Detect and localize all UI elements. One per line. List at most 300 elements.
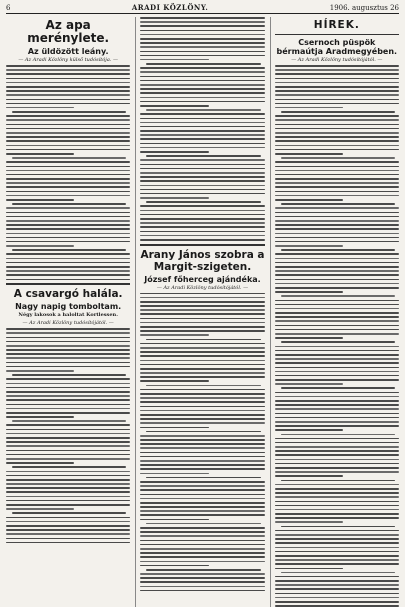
text-line [275,103,399,105]
text-line [6,262,130,264]
text-line [6,99,130,101]
text-line [275,124,399,126]
text-line [140,59,208,61]
divider [6,283,130,285]
text-line [6,378,130,380]
text-line [140,97,264,99]
text-line [140,138,264,140]
text-line [275,492,399,494]
text-line [6,525,130,527]
text-line [281,387,395,389]
column-3 [270,17,399,607]
text-line [140,372,264,374]
text-line [140,401,264,403]
text-line [6,195,130,197]
text-line [275,78,399,80]
section-title-hirek: HÍREK. [313,19,360,31]
text-line [140,313,264,315]
text-line [140,180,264,182]
text-line [275,119,399,121]
text-line [6,483,130,485]
text-line [12,374,126,376]
text-line [140,168,264,170]
text-line [140,185,264,187]
text-line [12,111,126,113]
text-line [275,300,399,302]
page-number: 6 [6,4,11,12]
text-line [140,485,264,487]
text-line [140,565,208,567]
text-line [6,441,130,443]
text-line [6,433,130,435]
text-line [275,521,343,523]
text-line [275,212,399,214]
text-line [140,393,264,395]
text-line [6,349,130,351]
article-body-csernoch [275,65,399,607]
text-line [140,301,264,303]
text-line [140,427,208,429]
text-line [6,245,74,247]
byline-article-3: — Az Aradi Közlöny tudósítójától. — [156,284,249,291]
masthead: ARADI KÖZLÖNY. [131,3,209,12]
text-line [6,90,130,92]
text-line [6,119,130,121]
text-line [275,270,399,272]
text-line [140,159,264,161]
text-line [6,491,130,493]
text-line [140,147,264,149]
text-line [275,65,399,67]
text-line [140,25,264,27]
text-line [275,149,399,151]
text-line [140,544,264,546]
text-line [275,593,399,595]
text-line [12,466,126,468]
text-line [275,237,399,239]
text-line [281,249,395,251]
text-line [6,266,130,268]
text-line [140,122,264,124]
text-line [140,527,264,529]
text-line [275,530,399,532]
text-line [146,569,260,571]
text-line [275,463,399,465]
text-line [275,559,399,561]
text-line [6,170,130,172]
text-line [146,201,260,203]
text-line [281,341,395,343]
text-line [275,128,399,130]
text-line [140,590,264,592]
text-line [140,30,264,32]
text-line [275,417,399,419]
text-line [146,109,260,111]
text-line [275,383,343,385]
text-line [6,387,130,389]
text-line [140,189,264,191]
text-line [281,480,395,482]
text-line [275,588,399,590]
text-line [140,235,264,237]
text-line [6,353,130,355]
text-line [140,586,264,588]
text-line [281,111,395,113]
text-line [275,601,399,603]
text-line [275,513,399,515]
text-line [6,136,130,138]
text-line [275,186,399,188]
text-line [140,561,264,563]
text-line [275,69,399,71]
text-line [140,506,264,508]
text-line [6,462,74,464]
text-line [6,328,130,330]
headline-arany-janos-szobra: Arany János szobra a Margit-szigeten. [140,248,265,273]
text-line [140,113,264,115]
text-line [6,82,130,84]
text-line [275,90,399,92]
text-line [140,422,264,424]
text-line [275,555,399,557]
text-line [140,376,264,378]
text-line [140,334,208,336]
column-1 [6,17,130,607]
text-line [140,540,264,542]
text-line [140,130,264,132]
text-line [140,205,264,207]
text-line [140,84,264,86]
text-line [275,207,399,209]
text-line [275,140,399,142]
text-line [140,293,264,295]
text-line [275,333,399,335]
text-line [6,241,130,243]
text-line [6,253,130,255]
text-line [275,547,399,549]
text-line [6,128,130,130]
text-line [281,295,395,297]
text-line [140,360,264,362]
text-line [275,166,399,168]
text-line [140,172,264,174]
text-line [6,73,130,75]
text-line [140,514,264,516]
text-line [275,517,399,519]
text-line [6,207,130,209]
text-line [6,212,130,214]
text-line [140,573,264,575]
text-line [6,475,130,477]
text-line [140,414,264,416]
text-line [275,551,399,553]
text-line [6,337,130,339]
text-line [140,447,264,449]
text-line [12,203,126,205]
text-line [6,153,74,155]
text-line [6,542,130,544]
text-line [140,389,264,391]
article-body-apa-merenylete [6,65,130,280]
text-line [275,325,399,327]
text-line [6,115,130,117]
text-line [140,210,264,212]
text-line [275,450,399,452]
text-line [275,358,399,360]
text-line [12,512,126,514]
text-line [140,214,264,216]
text-line [6,166,130,168]
text-line [140,406,264,408]
text-line [6,366,130,368]
text-line [6,412,130,414]
columns [6,17,399,607]
text-line [140,473,208,475]
text-line [6,416,74,418]
text-line [275,538,399,540]
subheadline-jozsef-foherceg: József főherceg ajándéka. [144,274,261,284]
text-line [140,556,264,558]
text-line [6,224,130,226]
text-line [6,399,130,401]
text-line [275,245,343,247]
text-line [6,408,130,410]
text-line [12,157,126,159]
text-line [6,228,130,230]
text-line [275,584,399,586]
text-line [12,420,126,422]
text-line [140,21,264,23]
text-line [140,193,264,195]
text-line [140,226,264,228]
text-line [275,597,399,599]
text-line [6,437,130,439]
text-line [140,502,264,504]
text-line [275,241,399,243]
text-line [6,500,130,502]
text-line [6,149,130,151]
byline-article-1: — Az Aradi Közlöny külső tudósítója. — [18,57,118,63]
headline-apa-merenylete: Az apa merénylete. [27,18,110,45]
text-line [6,233,130,235]
text-line [6,487,130,489]
text-line [140,460,264,462]
column-2 [135,17,264,607]
text-line [6,161,130,163]
text-line [140,548,264,550]
text-line [140,309,264,311]
text-line [146,63,260,65]
text-line [6,145,130,147]
text-line [6,508,74,510]
text-line [275,362,399,364]
text-line [140,464,264,466]
text-line [6,445,130,447]
text-line [275,73,399,75]
text-line [6,103,130,105]
text-line [6,454,130,456]
text-line [140,510,264,512]
text-line [6,362,130,364]
text-line [6,517,130,519]
text-line [140,347,264,349]
text-line [140,222,264,224]
text-line [6,383,130,385]
text-line [140,452,264,454]
text-line [275,182,399,184]
text-line [140,368,264,370]
text-line [275,475,343,477]
page-header [6,4,399,14]
text-line [6,69,130,71]
text-line [140,164,264,166]
text-line [275,459,399,461]
text-line [140,330,264,332]
text-line [140,577,264,579]
text-line [275,509,399,511]
text-line [275,580,399,582]
text-line [275,329,399,331]
text-line [6,199,74,201]
text-line [275,216,399,218]
text-line [140,322,264,324]
text-line [6,404,130,406]
text-line [140,489,264,491]
text-line [275,199,343,201]
text-line [140,380,208,382]
text-line [6,86,130,88]
text-line [140,355,264,357]
text-line [140,581,264,583]
text-line [140,55,264,57]
text-line [140,76,264,78]
text-line [140,443,264,445]
text-line [275,291,343,293]
text-line [275,224,399,226]
text-line [6,504,130,506]
text-line [6,424,130,426]
text-line [275,132,399,134]
text-line [6,191,130,193]
text-line [6,216,130,218]
text-line [275,392,399,394]
article-body-continued [140,17,264,241]
text-line [140,231,264,233]
text-line [275,413,399,415]
text-line [140,297,264,299]
text-line [275,145,399,147]
text-line [140,143,264,145]
text-line [6,186,130,188]
text-line [6,341,130,343]
text-line [275,496,399,498]
text-line [275,279,399,281]
text-line [275,346,399,348]
text-line [140,67,264,69]
deck-csavargo: Négy lakosok a haloltat Kortlessen. [18,312,118,319]
subheadline-uldozott-leany: Az üldözött leány. [27,47,109,56]
text-line [146,155,260,157]
text-line [140,71,264,73]
divider [140,244,264,246]
text-line [6,220,130,222]
text-line [140,481,264,483]
text-line [275,253,399,255]
text-line [281,157,395,159]
divider [275,34,399,35]
text-line [146,523,260,525]
text-line [140,38,264,40]
text-line [275,274,399,276]
text-line [140,410,264,412]
text-line [275,320,399,322]
text-line [140,456,264,458]
text-line [275,82,399,84]
text-line [6,357,130,359]
text-line [275,115,399,117]
text-line [275,367,399,369]
text-line [6,538,130,540]
text-line [275,484,399,486]
text-line [275,505,399,507]
text-line [140,531,264,533]
text-line [275,425,399,427]
text-line [140,351,264,353]
text-line [275,379,399,381]
text-line [275,400,399,402]
text-line [6,429,130,431]
text-line [275,178,399,180]
text-line [140,80,264,82]
text-line [275,99,399,101]
text-line [275,220,399,222]
text-line [6,178,130,180]
text-line [140,552,264,554]
text-line [6,450,130,452]
text-line [140,46,264,48]
text-line [275,94,399,96]
text-line [275,501,399,503]
text-line [275,446,399,448]
text-line [275,308,399,310]
text-line [275,136,399,138]
text-line [140,88,264,90]
text-line [6,174,130,176]
text-line [140,218,264,220]
text-line [6,182,130,184]
text-line [6,370,74,372]
text-line [140,101,264,103]
text-line [275,438,399,440]
text-line [146,385,260,387]
text-line [275,354,399,356]
text-line [6,279,130,281]
headline-csernoch-puspok: Csernoch püspök bérmaútja Aradmegyében. [276,38,398,56]
text-line [6,78,130,80]
text-line [275,576,399,578]
text-line [275,467,399,469]
text-line [275,337,343,339]
text-line [140,305,264,307]
text-line [6,458,130,460]
text-line [140,439,264,441]
text-line [6,132,130,134]
text-line [6,274,130,276]
text-line [281,434,395,436]
text-line [275,534,399,536]
text-line [275,287,399,289]
text-line [146,431,260,433]
